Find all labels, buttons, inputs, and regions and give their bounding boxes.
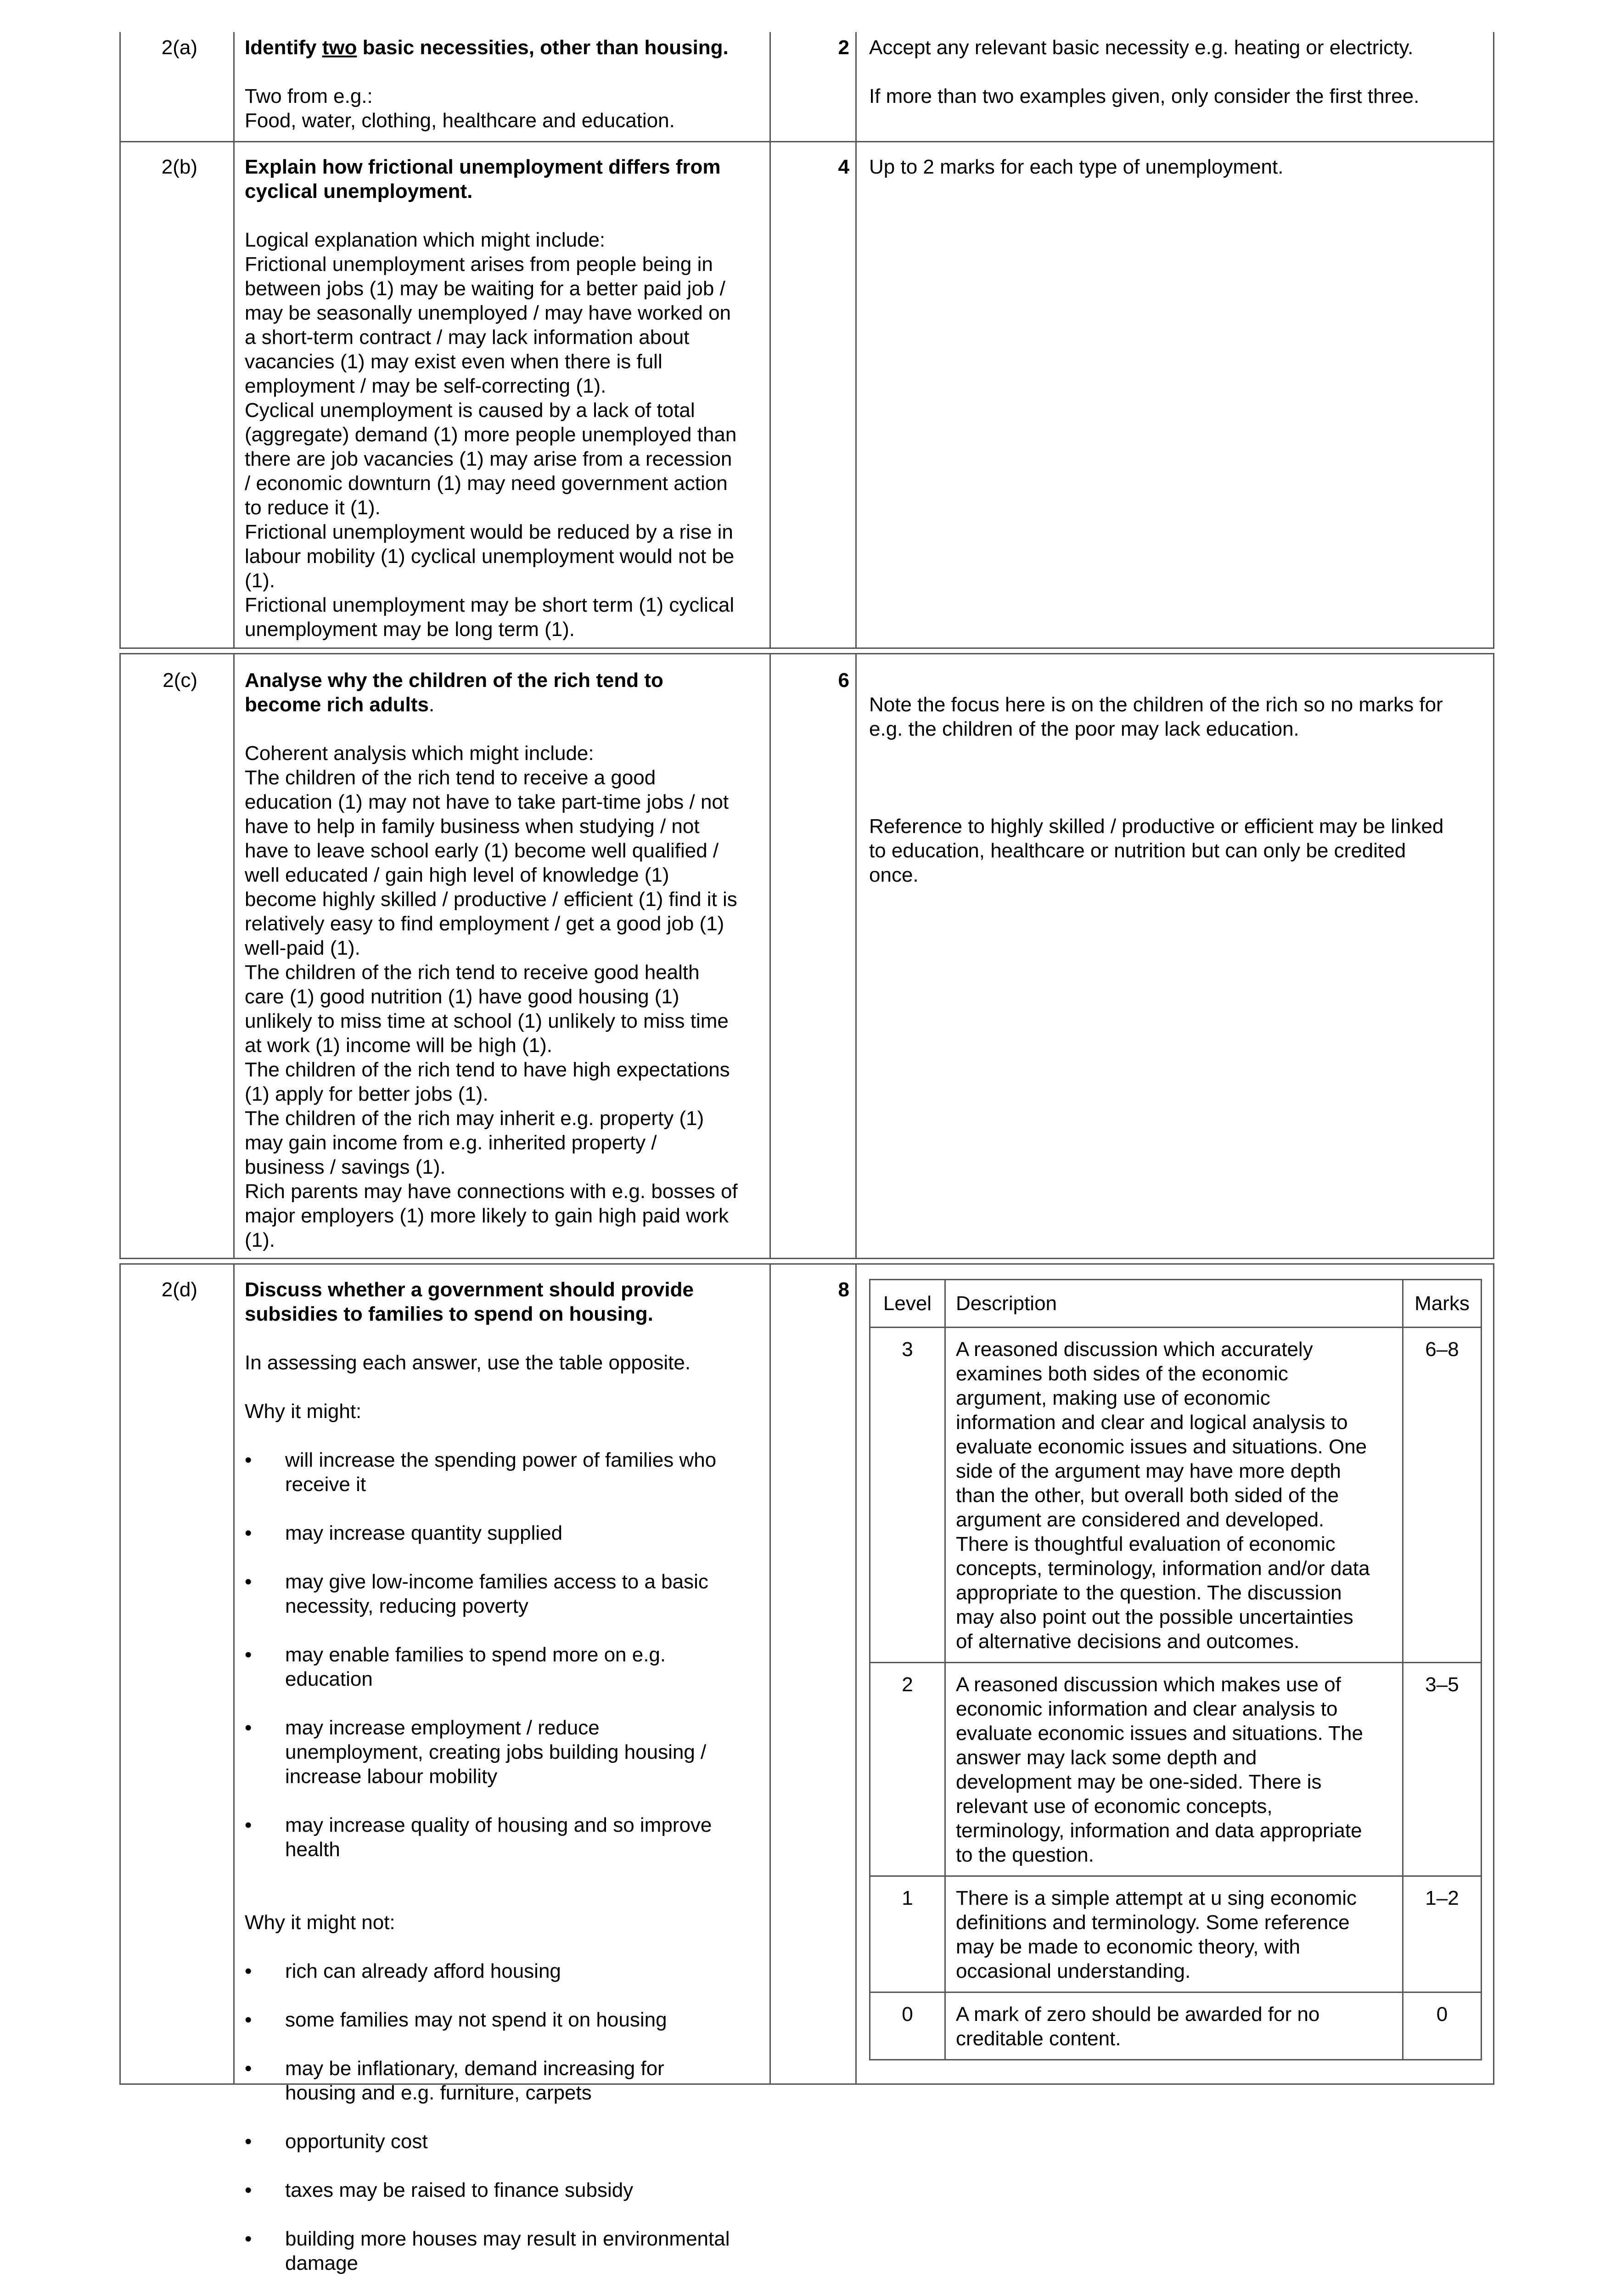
list-item: • building more houses may result in environmental damage	[245, 2227, 759, 2275]
answer-2c-line: Rich parents may have connections with e.g. bosses of	[245, 1180, 738, 1203]
answer-2c-line: well-paid (1).	[245, 937, 360, 959]
answer-2c-line: unlikely to miss time at school (1) unlikely to miss time	[245, 1010, 729, 1032]
list-item: • rich can already afford housing	[245, 1959, 759, 1983]
marks-2c: 6	[838, 669, 849, 692]
prompt-2d-line: subsidies to families to spend on housing.	[245, 1303, 653, 1325]
prompt-2c-line: become rich adults	[245, 693, 429, 716]
guidance-2b	[869, 155, 1484, 179]
level-marks: 1–2	[1403, 1876, 1482, 1992]
answer-2c-line: The children of the rich tend to receive a good	[245, 766, 656, 789]
answer-2b-line: labour mobility (1) cyclical unemployment would not be	[245, 545, 735, 568]
level-value: 2	[870, 1663, 945, 1876]
answer-2b-line: to reduce it (1).	[245, 496, 381, 519]
level-description: There is a simple attempt at u sing economic definitions and terminology. Some reference may be made to economic theory, with occasional understanding.	[945, 1876, 1403, 1992]
question-2b-text	[245, 155, 759, 642]
for-points-list	[245, 1424, 759, 1886]
list-item: • may increase quantity supplied	[245, 1521, 759, 1545]
answer-2c-line: major employers (1) more likely to gain high paid work	[245, 1204, 729, 1227]
guidance-2c	[869, 668, 1484, 912]
answer-2c-line: become highly skilled / productive / efficient (1) find it is	[245, 888, 737, 911]
level-value: 3	[870, 1328, 945, 1663]
answer-2b-line: / economic downturn (1) may need government action	[245, 472, 728, 495]
answer-2c-line: The children of the rich may inherit e.g. property (1)	[245, 1107, 704, 1130]
answer-2b-line: between jobs (1) may be waiting for a better paid job /	[245, 277, 725, 300]
level-description: A reasoned discussion which makes use of economic information and clear analysis to evaluate economic issues and situations. The answer may lack some depth and development may be one-sided. There is relevant use of economic concepts, terminology, information and data appropriate to the question.	[945, 1663, 1403, 1876]
answer-2c-line: education (1) may not have to take part-time jobs / not	[245, 791, 729, 813]
list-item: • will increase the spending power of families who receive it	[245, 1448, 759, 1497]
against-points-list	[245, 1935, 759, 2296]
answer-2b-line: (aggregate) demand (1) more people unemployed than	[245, 423, 737, 446]
level-marks: 0	[1403, 1992, 1482, 2060]
answer-2c-line: at work (1) income will be high (1).	[245, 1034, 553, 1057]
table-row	[870, 1992, 1482, 2060]
answer-2c-line: may gain income from e.g. inherited property /	[245, 1131, 657, 1154]
guidance-2b-line: Up to 2 marks for each type of unemployment.	[869, 156, 1284, 178]
question-2c-text	[245, 668, 759, 1252]
list-item: • may increase quality of housing and so improve health	[245, 1813, 759, 1862]
table-row	[870, 1663, 1482, 1876]
guidance-2c-note: Note the focus here is on the children of the rich so no marks for e.g. the children of the poor may lack education.	[869, 693, 1443, 740]
answer-2a-line: Two from e.g.:	[245, 85, 373, 107]
table-row	[870, 1876, 1482, 1992]
list-item: • may increase employment / reduce unemployment, creating jobs building housing / increase labour mobility	[245, 1716, 759, 1789]
table-row	[870, 1328, 1482, 1663]
prompt-2a-part3: basic necessities, other than housing.	[357, 36, 729, 59]
question-2a-text	[245, 35, 759, 133]
guidance-2a-line: Accept any relevant basic necessity e.g. heating or electricty.	[869, 36, 1414, 59]
prompt-2a-emphasis: two	[322, 36, 357, 59]
prompt-2c-tail: .	[429, 693, 435, 716]
answer-2b-line: may be seasonally unemployed / may have worked on	[245, 302, 731, 324]
prompt-2d-line: Discuss whether a government should provide	[245, 1278, 694, 1301]
answer-2c-line: Coherent analysis which might include:	[245, 742, 594, 765]
answer-2c-line: The children of the rich tend to have high expectations	[245, 1058, 730, 1081]
answer-2c-line: (1).	[245, 1229, 275, 1251]
answer-2b-line: unemployment may be long term (1).	[245, 618, 575, 641]
answer-2c-line: (1) apply for better jobs (1).	[245, 1083, 488, 1105]
guidance-2a	[869, 35, 1484, 108]
answer-2c-line: well educated / gain high level of knowledge (1)	[245, 864, 669, 886]
against-heading: Why it might not:	[245, 1911, 395, 1934]
guidance-2c-note: Reference to highly skilled / productive or efficient may be linked to education, healthcare or nutrition but can only be credited once.	[869, 815, 1444, 886]
question-number-2c: 2(c)	[163, 669, 197, 692]
for-heading: Why it might:	[245, 1400, 362, 1423]
answer-2b-line: Frictional unemployment arises from people being in	[245, 253, 713, 276]
level-description: A reasoned discussion which accurately examines both sides of the economic argument, making use of economic information and clear and logical analysis to evaluate economic issues and situations. One side of the argument may have more depth than the other, but overall both sided of the argument are considered and developed. There is thoughtful evaluation of economic concepts, terminology, information and/or data appropriate to the question. The discussion may also point out the possible uncertainties of alternative decisions and outcomes.	[945, 1328, 1403, 1663]
answer-2b-line: a short-term contract / may lack information about	[245, 326, 690, 349]
level-marks: 6–8	[1403, 1328, 1482, 1663]
level-value: 0	[870, 1992, 945, 2060]
answer-2c-line: have to leave school early (1) become well qualified /	[245, 839, 719, 862]
answer-2c-line: business / savings (1).	[245, 1156, 446, 1178]
level-value: 1	[870, 1876, 945, 1992]
answer-2b-line: there are job vacancies (1) may arise from a recession	[245, 448, 732, 470]
marks-2a: 2	[838, 36, 849, 59]
answer-2c-line: care (1) good nutrition (1) have good housing (1)	[245, 985, 679, 1008]
list-item: • may be inflationary, demand increasing for housing and e.g. furniture, carpets	[245, 2056, 759, 2105]
question-2d-text	[245, 1277, 759, 2296]
list-item: • some families may not spend it on housing	[245, 2008, 759, 2032]
list-item: • may give low-income families access to a basic necessity, reducing poverty	[245, 1570, 759, 1618]
answer-2b-line: vacancies (1) may exist even when there is full	[245, 350, 662, 373]
answer-2b-line: Frictional unemployment would be reduced by a rise in	[245, 521, 733, 543]
question-number-2a: 2(a)	[161, 36, 197, 59]
answer-2b-line: (1).	[245, 569, 275, 592]
marks-2d: 8	[838, 1278, 849, 1301]
list-item: • opportunity cost	[245, 2129, 759, 2154]
prompt-2a-part1: Identify	[245, 36, 322, 59]
question-number-2d: 2(d)	[161, 1278, 197, 1301]
prompt-2b-line: Explain how frictional unemployment differs from	[245, 156, 721, 178]
level-marks: 3–5	[1403, 1663, 1482, 1876]
question-number-2b: 2(b)	[161, 156, 197, 178]
answer-2b-line: Logical explanation which might include:	[245, 229, 606, 251]
level-header: Level	[870, 1280, 945, 1328]
answer-2a-line: Food, water, clothing, healthcare and education.	[245, 109, 675, 132]
prompt-2b-line: cyclical unemployment.	[245, 180, 473, 203]
marks-2b: 4	[838, 156, 849, 178]
description-header: Description	[945, 1280, 1403, 1328]
prompt-2c-line: Analyse why the children of the rich tend to	[245, 669, 663, 692]
answer-2d-intro: In assessing each answer, use the table opposite.	[245, 1351, 691, 1374]
answer-2b-line: Cyclical unemployment is caused by a lack of total	[245, 399, 695, 422]
marks-header: Marks	[1403, 1280, 1482, 1328]
list-item: • may enable families to spend more on e.g. education	[245, 1643, 759, 1691]
answer-2b-line: employment / may be self-correcting (1).	[245, 375, 606, 397]
level-table-header	[870, 1280, 1482, 1328]
answer-2c-line: The children of the rich tend to receive good health	[245, 961, 700, 984]
level-descriptor-table	[869, 1279, 1482, 2060]
list-item: • taxes may be raised to finance subsidy	[245, 2178, 759, 2202]
answer-2b-line: Frictional unemployment may be short term (1) cyclical	[245, 594, 735, 616]
level-description: A mark of zero should be awarded for no creditable content.	[945, 1992, 1403, 2060]
answer-2c-line: have to help in family business when studying / not	[245, 815, 700, 838]
answer-2c-line: relatively easy to find employment / get a good job (1)	[245, 912, 724, 935]
guidance-2a-line: If more than two examples given, only consider the first three.	[869, 85, 1420, 107]
